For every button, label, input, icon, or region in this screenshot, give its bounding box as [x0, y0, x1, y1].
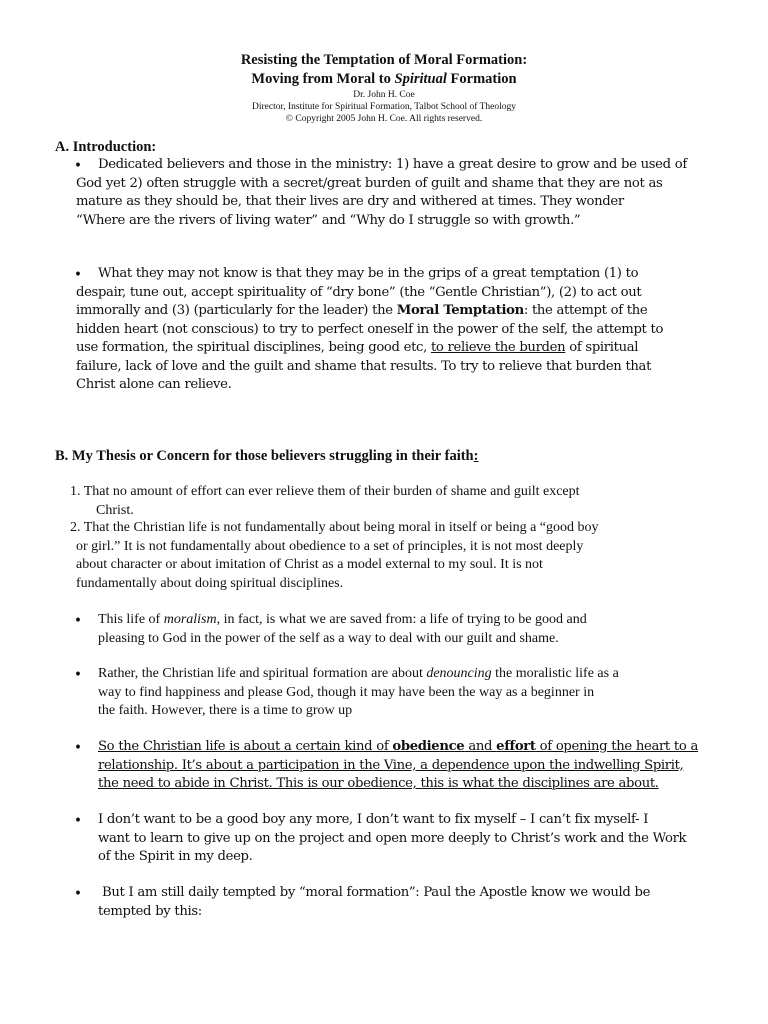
text-line: about character or about imitation of Christ as a model external to my soul. It is not — [76, 557, 543, 572]
text-line: 1. That no amount of effort can ever relieve them of their burden of shame and guilt except — [70, 484, 580, 499]
text-line: want to learn to give up on the project and open more deeply to Christ’s work and the Work — [98, 830, 687, 846]
text-line: fundamentally about doing spiritual disciplines. — [76, 575, 344, 591]
text-span: , in fact, is what we are saved from: a life of trying to be good and — [216, 612, 587, 627]
text-span: and — [464, 739, 497, 754]
heading-text: B. My Thesis or Concern for those believers struggling in their faith — [55, 448, 474, 464]
moral-temptation-term: Moral Temptation — [396, 303, 524, 318]
section-a-heading: A. Introduction: — [55, 139, 157, 155]
text-line: the need to abide in Christ. This is our obedience, this is what the disciplines are about. — [98, 776, 659, 791]
copyright-line: © Copyright 2005 John H. Coe. All rights reserved. — [285, 114, 483, 124]
section-b-bullet-1 — [98, 611, 728, 648]
section-b-bullet-4 — [98, 811, 723, 867]
document-title: Resisting the Temptation of Moral Formation: — [240, 52, 528, 68]
text-line: despair, tune out, accept spirituality of “dry bone” (the “Gentle Christian”), (2) to act out — [76, 284, 642, 300]
bullet-glyph: • — [74, 813, 82, 829]
text-line: mature as they should be, that their lives are dry and withered at times. They wonder — [76, 194, 624, 209]
text-line: I don’t want to be a good boy any more, I don’t want to fix myself – I can’t fix myself- I — [98, 812, 649, 827]
text-line: the faith. However, there is a time to grow up — [98, 703, 353, 718]
moralism-term: moralism — [163, 612, 217, 627]
text-span: of opening the heart to a — [535, 739, 699, 754]
text-span: So the Christian life is about a certain kind of — [98, 739, 393, 754]
text-line: But I am still daily tempted by “moral formation”: Paul the Apostle know we would be — [98, 885, 651, 900]
text-span: Rather, the Christian life and spiritual formation are about — [98, 666, 427, 681]
author-role: Director, Institute for Spiritual Formation, Talbot School of Theology — [251, 102, 517, 112]
text-span: : the attempt of the — [523, 303, 648, 318]
text-line: Dedicated believers and those in the ministry: 1) have a great desire to grow and be used of — [98, 157, 687, 172]
text-span: This life of — [98, 612, 164, 627]
underlined-phrase: to relieve the burden — [430, 340, 566, 355]
text-span: immorally and (3) (particularly for the leader) the — [76, 303, 397, 318]
text-line: What they may not know is that they may be in the grips of a great temptation (1) to — [98, 266, 639, 281]
bullet-glyph: • — [74, 667, 82, 683]
text-line: pleasing to God in the power of the self as a way to deal with our guilt and shame. — [98, 630, 559, 646]
text-line: of the Spirit in my deep. — [98, 849, 253, 864]
text-line: or girl.” It is not fundamentally about obedience to a set of principles, it is not most deeply — [76, 538, 584, 554]
text-line — [76, 339, 718, 358]
bullet-glyph: • — [74, 158, 82, 174]
section-b-bullet-5 — [98, 884, 723, 921]
obedience-term: obedience — [392, 739, 465, 754]
text-line: failure, lack of love and the guilt and shame that results. To try to relieve that burden that — [76, 358, 652, 374]
text-line: hidden heart (not conscious) to try to perfect oneself in the power of the self, the attempt to — [76, 321, 664, 337]
numbered-item-2 — [70, 519, 730, 593]
subtitle-emphasis: Spiritual — [394, 71, 447, 87]
text-line: God yet 2) often struggle with a secret/great burden of guilt and shame that they are not as — [76, 175, 663, 191]
text-line: way to find happiness and please God, though it may have been the way as a beginner in — [98, 684, 595, 700]
denouncing-term: denouncing — [426, 666, 492, 681]
effort-term: effort — [496, 739, 536, 754]
text-span: the moralistic life as a — [491, 666, 619, 681]
section-b-bullet-2 — [98, 665, 728, 721]
section-a-bullet-2 — [76, 265, 718, 395]
bullet-glyph: • — [74, 613, 82, 629]
text-line: Christ. — [96, 502, 134, 518]
text-span: use formation, the spiritual disciplines, being good etc, — [76, 340, 431, 355]
subtitle-text: Moving from Moral to — [251, 71, 395, 87]
section-b-heading — [55, 448, 478, 465]
text-line — [98, 738, 723, 757]
text-line: 2. That the Christian life is not fundamentally about being moral in itself or being a “good boy — [70, 520, 599, 535]
text-line: Christ alone can relieve. — [76, 377, 232, 392]
text-span: of spiritual — [565, 340, 639, 355]
bullet-glyph: • — [74, 886, 82, 902]
bullet-glyph: • — [74, 267, 82, 283]
text-line — [98, 611, 728, 630]
section-b-bullet-3 — [98, 738, 723, 794]
text-line: tempted by this: — [98, 903, 202, 919]
bullet-glyph: • — [74, 740, 82, 756]
numbered-item-1 — [70, 483, 710, 520]
text-line — [98, 665, 728, 684]
text-line — [76, 302, 718, 321]
author-name: Dr. John H. Coe — [353, 90, 415, 100]
text-line: relationship. It’s about a participation in the Vine, a dependence upon the indwelling Spirit, — [98, 757, 684, 773]
subtitle-text-end: Formation — [446, 71, 517, 87]
document-subtitle — [0, 71, 768, 88]
heading-colon: : — [473, 448, 479, 464]
section-a-bullet-1 — [76, 156, 718, 230]
text-line: “Where are the rivers of living water” and “Why do I struggle so with growth.” — [76, 212, 581, 228]
